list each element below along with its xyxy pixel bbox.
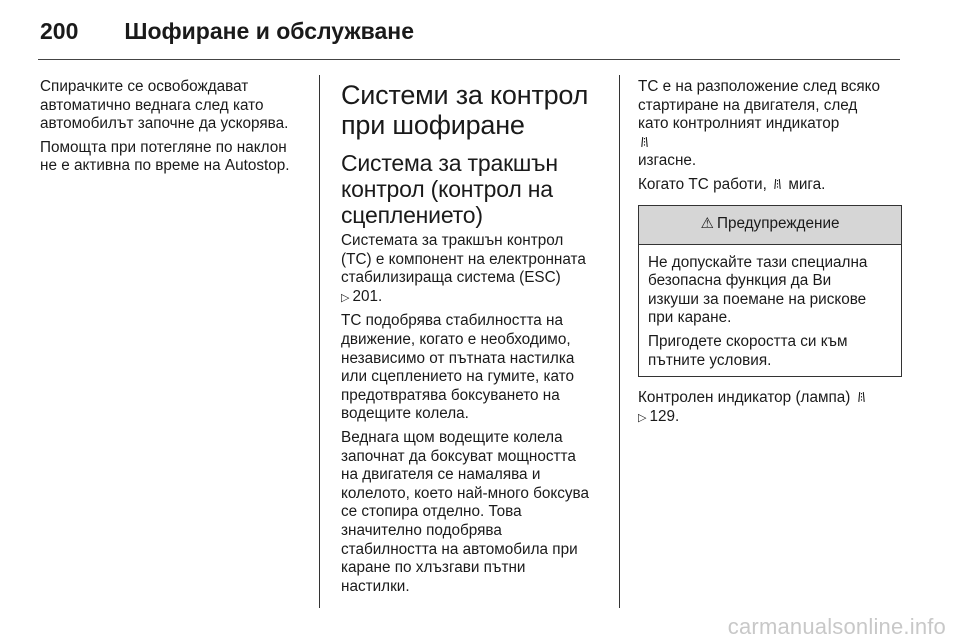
paragraph: Спирачките се освобождават автоматично веднага след като автомобилът започне да ускорява. — [40, 78, 289, 133]
page-number: 200 — [40, 17, 79, 44]
paragraph — [638, 389, 904, 427]
tc-indicator-icon — [640, 136, 649, 148]
paragraph — [638, 176, 904, 195]
paragraph-text: изгасне. — [638, 152, 697, 170]
reference-arrow-icon: ▷ — [638, 411, 647, 424]
warning-box — [638, 205, 902, 378]
paragraph-text: мига. — [788, 175, 826, 193]
warning-body — [639, 245, 901, 377]
column-left — [40, 78, 312, 181]
page-reference[interactable]: 201. — [352, 287, 383, 305]
section-title: Шофиране и обслужване — [124, 17, 414, 44]
tc-indicator-icon — [773, 178, 782, 190]
tc-indicator-icon — [857, 391, 866, 403]
warning-paragraph: Пригодете скоростта си към пътните условия. — [648, 332, 848, 369]
paragraph: Помощта при потегляне по наклон не е активна по време на Autostop. — [40, 138, 290, 175]
paragraph — [341, 232, 609, 307]
paragraph-text: Когато TC работи, — [638, 175, 767, 193]
reference-arrow-icon: ▷ — [341, 291, 350, 304]
column-right — [638, 78, 904, 432]
page-reference[interactable]: 129. — [649, 407, 680, 425]
warning-header — [639, 206, 901, 245]
subsection-heading: Система за тракшън контрол (контрол на сцеплението) — [341, 150, 558, 228]
warning-triangle-icon: ⚠ — [700, 215, 714, 233]
section-heading: Системи за контрол при шофиране — [341, 80, 589, 140]
paragraph: TC подобрява стабилността на движение, когато е необходимо, независимо от пътната настилка или сцеплението на гумите, като предотвратява боксуването на водещите колела. — [341, 312, 575, 423]
paragraph-text: Контролен индикатор (лампа) — [638, 389, 851, 407]
paragraph-text: TC е на разположение след всяко стартиране на двигателя, след като контролният индикатор — [638, 78, 881, 133]
column-divider-2 — [619, 75, 620, 608]
paragraph — [638, 78, 904, 171]
warning-title: Предупреждение — [716, 215, 840, 233]
paragraph-text: Системата за тракшън контрол (TC) е компонент на електронната стабилизираща система (ESC) — [341, 232, 586, 287]
warning-paragraph: Не допускайте тази специална безопасна функция да Ви изкуши за поемане на рискове при каране. — [648, 253, 868, 327]
column-divider-1 — [319, 75, 320, 608]
page-header — [40, 14, 414, 48]
watermark: carmanualsonline.info — [727, 614, 946, 639]
header-divider — [38, 59, 900, 60]
paragraph: Веднага щом водещите колела започнат да боксуват мощността на двигателя се намалява и колелото, което най-много боксува се стопира отделно. Това значително подобрява стабилността на автомобила при каране по хлъзгави пътни настилки. — [341, 428, 589, 595]
column-middle — [341, 78, 609, 601]
